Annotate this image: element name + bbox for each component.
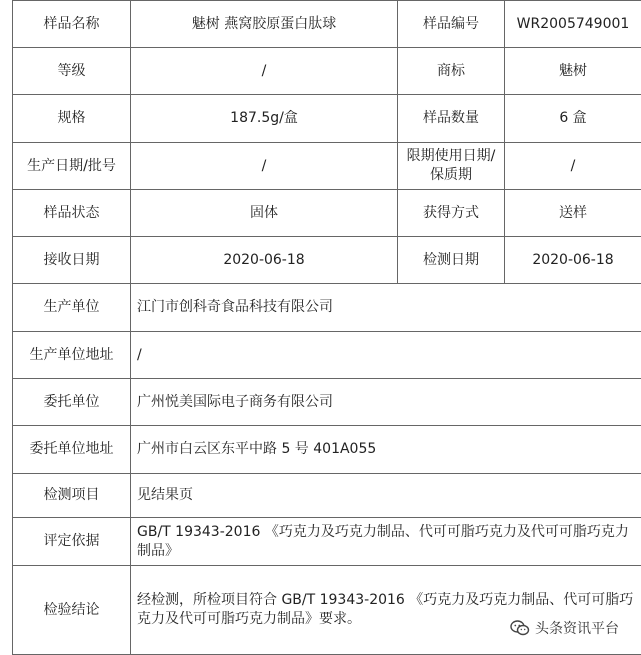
value-expiry: / [505,143,641,190]
watermark-text: 头条资讯平台 [535,618,619,638]
label-manufacturer-address: 生产单位地址 [13,332,131,379]
value-conclusion: 经检测，所检项目符合 GB/T 19343-2016 《巧克力及巧克力制品、代可可脂巧克力及代可可脂巧克力制品》要求。 [131,566,641,655]
sample-info-table [12,0,641,655]
label-acquisition: 获得方式 [398,190,505,237]
label-spec: 规格 [13,95,131,143]
label-sample-state: 样品状态 [13,190,131,237]
wechat-icon [510,620,530,636]
table-row [13,95,641,143]
table-row [13,426,641,474]
table-row [13,1,641,48]
label-client: 委托单位 [13,379,131,426]
table-row [13,474,641,518]
table-row [13,379,641,426]
value-sample-state: 固体 [131,190,398,237]
value-test-date: 2020-06-18 [505,237,641,284]
label-grade: 等级 [13,48,131,95]
label-basis: 评定依据 [13,518,131,566]
table-row [13,566,641,655]
value-production-date: / [131,143,398,190]
value-manufacturer-address: / [131,332,641,379]
value-client-address: 广州市白云区东平中路 5 号 401A055 [131,426,641,474]
table-row [13,143,641,190]
value-sample-name: 魅树 燕窝胶原蛋白肽球 [131,1,398,48]
label-manufacturer: 生产单位 [13,284,131,332]
table-row [13,190,641,237]
value-trademark: 魅树 [505,48,641,95]
label-sample-id: 样品编号 [398,1,505,48]
value-manufacturer: 江门市创科奇食品科技有限公司 [131,284,641,332]
label-quantity: 样品数量 [398,95,505,143]
value-test-items: 见结果页 [131,474,641,518]
table-row [13,518,641,566]
value-acquisition: 送样 [505,190,641,237]
value-receive-date: 2020-06-18 [131,237,398,284]
table-row [13,48,641,95]
table-row [13,332,641,379]
label-expiry: 限期使用日期/保质期 [398,143,505,190]
label-client-address: 委托单位地址 [13,426,131,474]
value-sample-id: WR2005749001 [505,1,641,48]
label-sample-name: 样品名称 [13,1,131,48]
label-conclusion: 检验结论 [13,566,131,655]
value-basis: GB/T 19343-2016 《巧克力及巧克力制品、代可可脂巧克力及代可可脂巧克力制品》 [131,518,641,566]
label-test-date: 检测日期 [398,237,505,284]
value-client: 广州悦美国际电子商务有限公司 [131,379,641,426]
value-spec: 187.5g/盒 [131,95,398,143]
watermark [506,616,623,640]
label-trademark: 商标 [398,48,505,95]
label-receive-date: 接收日期 [13,237,131,284]
value-grade: / [131,48,398,95]
label-test-items: 检测项目 [13,474,131,518]
table-row [13,284,641,332]
table-row [13,237,641,284]
label-production-date: 生产日期/批号 [13,143,131,190]
value-quantity: 6 盒 [505,95,641,143]
